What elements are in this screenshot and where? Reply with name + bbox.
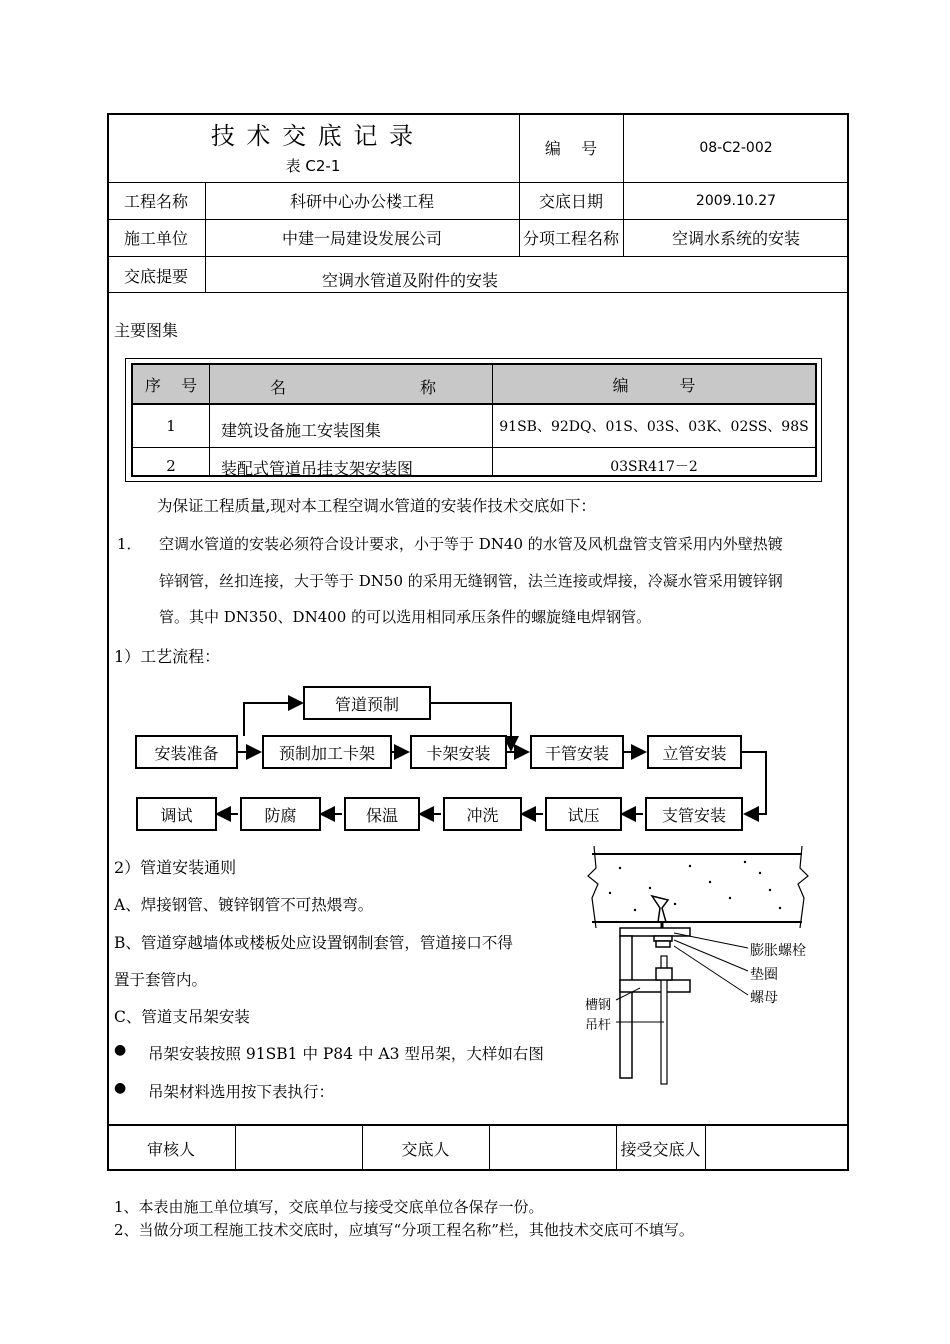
row-name: 建筑设备施工安装图集 [221,421,382,440]
item1-line1: 空调水管道的安装必须符合设计要求，小于等于 DN40 的水管及风机盘管支管采用内外壁热镀 [159,535,783,553]
unit-value: 中建一局建设发展公司 [281,229,442,248]
project-value: 科研中心办公楼工程 [289,192,434,211]
col-name-2: 称 [420,378,437,397]
connector-riser-branch [742,752,766,814]
number-label: 编 号 [544,139,598,158]
flow-step-riser: 立管安装 [647,735,742,769]
atlas-heading: 主要图集 [114,321,179,340]
connector-prep-prefab [244,703,302,736]
rule-b-line2: 置于套管内。 [114,971,208,989]
discloser-label: 交底人 [401,1140,450,1159]
row-name: 装配式管道吊挂支架安装图 [221,459,414,478]
flow-step-bracket: 预制加工卡架 [262,735,392,769]
item1-line3: 管。其中 DN350、DN400 的可以选用相同承压条件的螺旋缝电焊钢管。 [159,608,652,626]
general-rules-heading: 2）管道安装通则 [114,858,237,877]
reviewer-label: 审核人 [146,1140,195,1159]
row-no: 2 [166,456,176,475]
summary-label: 交底提要 [123,267,188,286]
label-rod: 吊杆 [585,1018,612,1033]
form-number: 表 C2-1 [285,157,341,175]
flow-step-prep: 安装准备 [135,735,238,769]
item1-number: 1． [117,535,142,553]
flow-step-branch: 支管安装 [645,797,743,831]
subproject-value: 空调水系统的安装 [671,229,800,248]
rule-c: C、管道支吊架安装 [114,1008,250,1026]
flow-step-bracket-install: 卡架安装 [410,735,507,769]
bullet-icon: ● [114,1042,127,1058]
project-label: 工程名称 [123,192,188,211]
number-value: 08-C2-002 [699,139,773,156]
footer-note-2: 2、当做分项工程施工技术交底时，应填写“分项工程名称”栏，其他技术交底可不填写。 [114,1221,694,1239]
bullet-icon: ● [114,1080,127,1096]
footer-note-1: 1、本表由施工单位填写，交底单位与接受交底单位各保存一份。 [114,1198,544,1216]
date-value: 2009.10.27 [695,192,777,209]
item1-line2: 锌钢管，丝扣连接，大于等于 DN50 的采用无缝钢管，法兰连接或焊接，冷凝水管采用镀锌钢 [159,572,783,590]
col-no: 序 号 [144,376,198,395]
date-label: 交底日期 [538,192,603,211]
flow-step-debug: 调试 [136,797,217,831]
divider [235,1124,236,1171]
receiver-label: 接受交底人 [620,1140,701,1159]
process-heading: 1）工艺流程： [114,647,221,666]
row-code: 03SR417－2 [610,458,698,475]
label-washer: 垫圈 [750,967,778,983]
bullet-2: 吊架材料选用按下表执行： [148,1083,335,1101]
col-code: 编 号 [612,376,696,395]
flow-step-insulate: 保温 [344,797,420,831]
intro-text: 为保证工程质量,现对本工程空调水管道的安装作技术交底如下： [157,497,596,515]
form-title: 技 术 交 底 记 录 [210,122,416,150]
label-expansion-bolt: 膨胀螺栓 [750,943,806,959]
bullet-1: 吊架安装按照 91SB1 中 P84 中 A3 型吊架，大样如右图 [148,1045,544,1063]
hanger-diagram [580,838,820,1090]
flow-step-prefab: 管道预制 [303,686,431,720]
divider [705,1124,706,1171]
rule-a: A、焊接钢管、镀锌钢管不可热煨弯。 [114,896,374,914]
flow-step-main: 干管安装 [530,735,624,769]
flow-step-pressure: 试压 [545,797,622,831]
summary-value: 空调水管道及附件的安装 [322,271,499,290]
ceiling-slab [592,848,802,926]
label-nut: 螺母 [750,990,778,1006]
rule-b-line1: B、管道穿越墙体或楼板处应设置钢制套管，管道接口不得 [114,934,513,952]
unit-label: 施工单位 [123,229,188,248]
divider [489,1124,490,1171]
row-no: 1 [166,417,176,435]
col-name-1: 名 [270,378,287,397]
row-code: 91SB、92DQ、01S、03S、03K、02SS、98S [499,419,809,435]
flow-step-anticorr: 防腐 [240,797,321,831]
subproject-label: 分项工程名称 [522,229,619,248]
flow-step-flush: 冲洗 [443,797,522,831]
label-channel: 槽钢 [585,998,612,1013]
